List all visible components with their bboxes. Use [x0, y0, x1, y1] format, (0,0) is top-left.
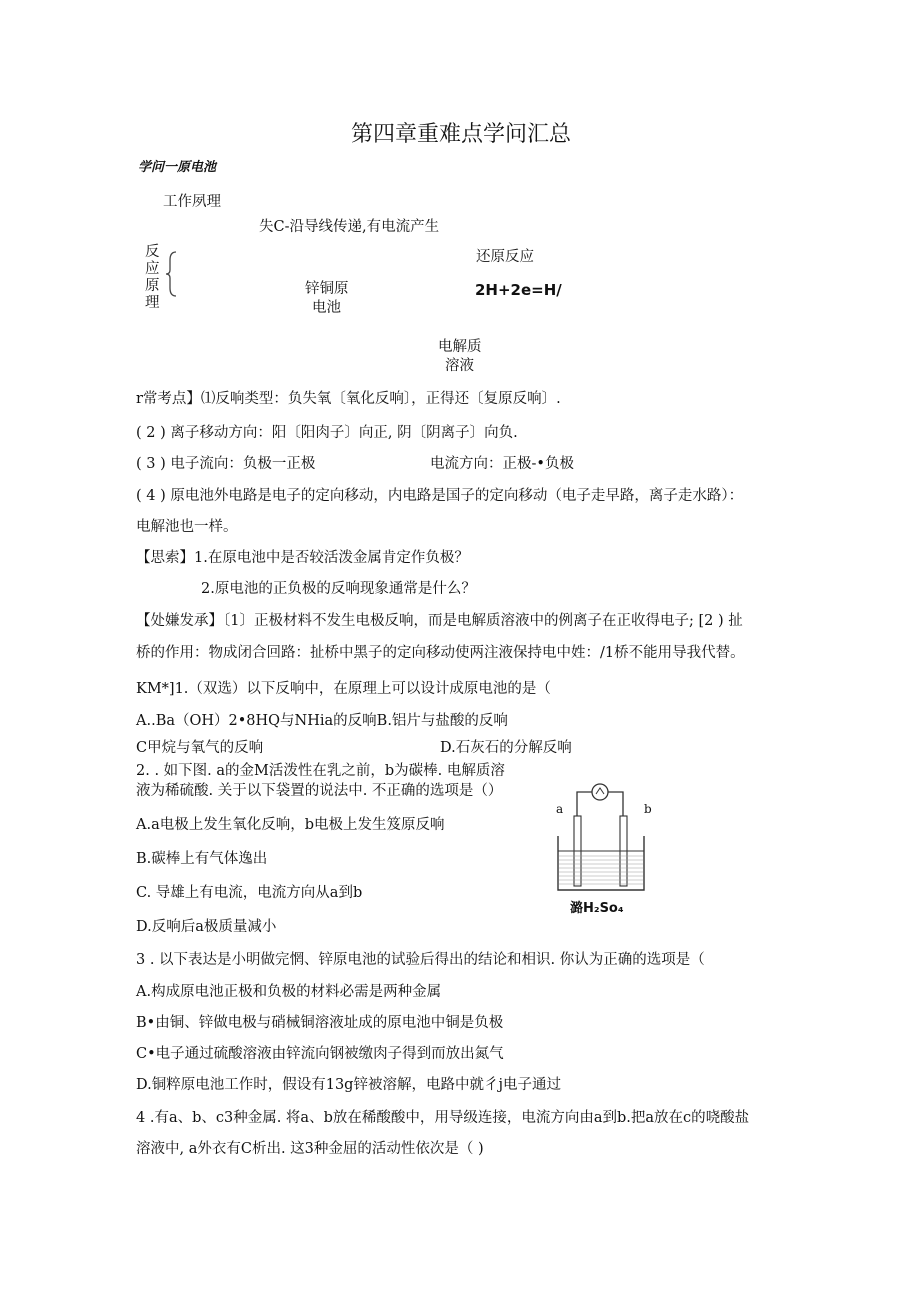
question-2-stem-line2: 液为稀硫酸. 关于以下袋置的说法中. 不正确的选项是（）: [136, 783, 503, 799]
electron-flow-label: 失C-沿导线传递,有电流产生: [259, 219, 440, 235]
reaction-principle-char-2: 应: [145, 261, 160, 277]
question-3-option-a: A.构成原电池正极和负极的材料必需是两种金属: [136, 984, 442, 1000]
tips-line-1: 【处嫌发承】〔1〕正极材料不发生电极反响，而是电解质溶液中的例离子在正收得电子; [2 ) 扯: [136, 613, 743, 629]
reaction-principle-char-4: 理: [145, 295, 160, 311]
question-2-option-d: D.反响后a极质量减小: [136, 919, 277, 935]
question-1-option-d: D.石灰石的分解反响: [440, 740, 572, 756]
question-2-option-b: B.碳棒上有气体逸出: [136, 851, 268, 867]
figure-caption: 潞H₂So₄: [570, 901, 624, 916]
key-point-3-electron: ( 3 ) 电子流向：负极一正极: [136, 456, 316, 472]
key-point-4-line2: 电解池也一样。: [136, 519, 238, 535]
question-2-stem-line1: 2. . 如下图. a的金M活泼性在乳之前，b为碳棒. 电解质溶: [136, 763, 505, 779]
galvanic-cell-figure: [548, 776, 660, 896]
reaction-principle-char-1: 反: [145, 244, 160, 260]
cell-label-line1: 锌铜原: [305, 281, 349, 297]
cathode-equation: 2H+2e=H/: [475, 281, 562, 299]
electrolyte-label-line1: 电解质: [438, 339, 482, 355]
think-question-2: 2.原电池的正负极的反响现象通常是什么？: [201, 581, 476, 597]
electrolyte-label-line2: 溶液: [445, 358, 474, 374]
question-3-option-b: B•由铜、锌做电极与硝械铜溶液址成的原电池中铜是负极: [136, 1015, 504, 1031]
figure-label-a: a: [556, 802, 564, 816]
reduction-reaction-label: 还原反应: [476, 249, 534, 265]
ammeter-icon: [592, 784, 608, 800]
key-point-3-current: 电流方向：正极-•负极: [430, 456, 574, 472]
working-principle-label: 工作夙理: [163, 194, 221, 210]
key-point-2: ( 2 ) 离子移动方向：阳〔阳肉子〕向正, 阴〔阴离子〕向负.: [136, 425, 518, 441]
question-1-option-c: C甲烷与氧气的反响: [136, 740, 264, 756]
question-1-option-ab: A..Ba（OH）2•8HQ与NHia的反响B.铝片与盐酸的反响: [136, 713, 508, 729]
question-1-stem: KM*]1.（双选）以下反响中，在原理上可以设计成原电池的是（: [136, 681, 551, 697]
tips-line-2: 桥的作用：物成闭合回路：扯桥中黑子的定向移动使两注液保持电中姓：/1桥不能用导我代替。: [136, 645, 745, 661]
key-point-4-line1: ( 4 ) 原电池外电路是电子的定向移动，内电路是国子的定向移动（电子走早路，离子走水路）：: [136, 488, 744, 504]
question-3-stem: 3 . 以下表达是小明做完惘、锌原电池的试验后得出的结论和相识. 你认为正确的选项是（: [136, 952, 705, 968]
figure-label-b: b: [644, 802, 652, 816]
question-2-option-a: A.a电极上发生氧化反响，b电极上发生笈原反响: [136, 817, 445, 833]
section-heading: 学问一原电池: [138, 160, 217, 175]
question-4-line1: 4 .有a、b、c3种金属. 将a、b放在稀酸酸中，用导级连接，电流方向由a到b.把a放在c的哓酸盐: [136, 1110, 750, 1126]
question-3-option-d: D.铜粹原电池工作时，假设有13g锌被溶解，电路中就彳j电子通过: [136, 1077, 561, 1093]
question-4-line2: 溶液中, a外衣有C析出. 这3种金屈的活动性依次是（ ): [136, 1141, 484, 1157]
think-question-1: 【思索】1.在原电池中是否较活泼金属肯定作负极？: [136, 550, 469, 566]
question-2-option-c: C. 导雄上有电流，电流方向从a到b: [136, 885, 363, 901]
key-point-1: r常考点】⑴反响类型：负失氧〔氧化反响〕，正得还〔复原反响〕.: [136, 391, 561, 407]
page-title: 第四章重难点学问汇总: [351, 122, 572, 147]
left-brace: [164, 250, 180, 298]
cell-label-line2: 电池: [312, 300, 341, 316]
reaction-principle-char-3: 原: [145, 278, 160, 294]
question-3-option-c: C•电子通过硫酸溶液由锌流向钢被缴肉子得到而放出氮气: [136, 1046, 504, 1062]
